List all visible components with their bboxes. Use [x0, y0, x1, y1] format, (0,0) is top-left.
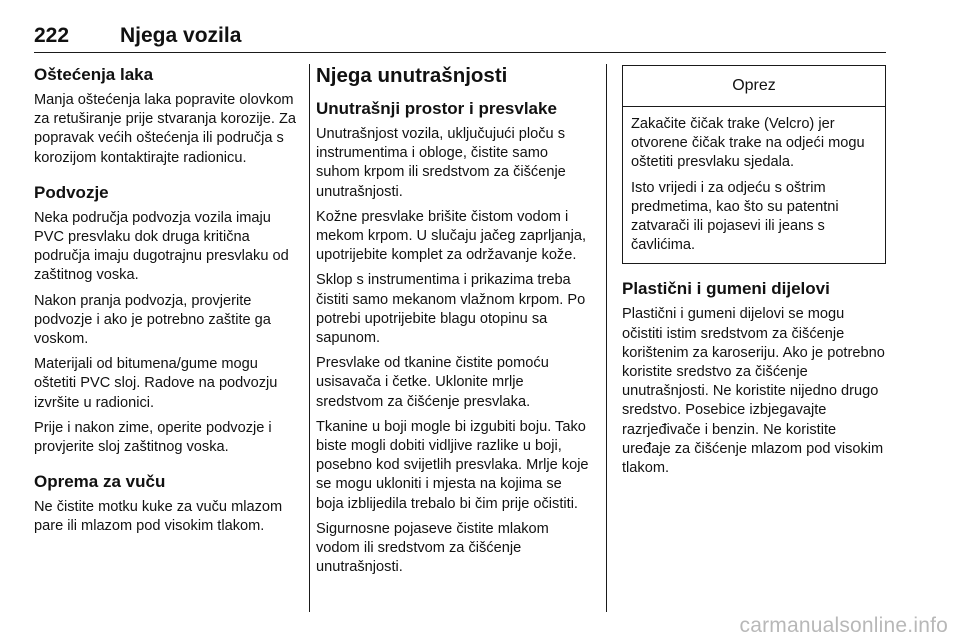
column-divider-1 [309, 64, 310, 612]
paragraph: Nakon pranja podvozja, provjerite podvozje i ako je potrebno zaštite ga voskom. [34, 292, 271, 348]
caution-body [623, 107, 885, 263]
paragraph: Kožne presvlake brišite čistom vodom i mekom krpom. U slučaju jačeg zaprljanja, upotrijebite komplet za održavanje kože. [316, 208, 587, 264]
section-title-towing-equipment: Oprema za vuču [34, 472, 166, 492]
paragraph: Neka područja podvozja vozila imaju PVC presvlaku dok druga kritična područja imaju dugotrajnu presvlaku od zaštitnog voska. [34, 209, 289, 284]
subsection-title-interior-upholstery: Unutrašnji prostor i presvlake [316, 99, 557, 118]
section-title-underbody: Podvozje [34, 182, 109, 202]
paragraph: Tkanine u boji mogle bi izgubiti boju. Tako biste mogli dobiti vidljive razlike u boji, posebno kod svijetlih presvlaka. Mrlje koje se mogu ukloniti i mjesta na kojima se boja izblijedila trebalo bi čim prije očistiti. [316, 418, 589, 512]
paragraph: Plastični i gumeni dijelovi se mogu očistiti istim sredstvom za čišćenje korištenim za karoseriju. Ako je potrebno koristite sredstvo za čišćenje unutrašnjosti. Ne koristite nijedno drugo sredstvo. Posebice izbjegavajte razrjeđivače i benzin. Ne koristite uređaje za čišćenje mlazom pod visokim tlakom. [622, 306, 885, 477]
chapter-title: Njega vozila [120, 24, 242, 47]
section-title-interior-care: Njega unutrašnjosti [316, 64, 508, 87]
page-number: 222 [34, 24, 70, 47]
column-1 [34, 64, 302, 543]
caution-box [622, 65, 886, 264]
page-header [34, 22, 886, 53]
paragraph: Sigurnosne pojaseve čistite mlakom vodom ili sredstvom za čišćenje unutrašnjosti. [316, 520, 549, 576]
paragraph: Sklop s instrumentima i prikazima treba čistiti samo mekanom vlažnom krpom. Po potrebi upotrijebite blagu otopinu sa sapunom. [316, 272, 586, 347]
caution-title: Oprez [623, 66, 885, 107]
paragraph: Manja oštećenja laka popravite olovkom za retuširanje prije stvaranja korozije. Za popravak većih oštećenja ili područja s korozijom kontaktirajte radionicu. [34, 92, 296, 166]
paragraph: Presvlake od tkanine čistite pomoću usisavača i četke. Uklonite mrlje sredstvom za čišćenje presvlaka. [316, 355, 549, 410]
column-2 [316, 64, 592, 583]
paragraph: Isto vrijedi i za odjeću s oštrim predmetima, kao što su patentni zatvarači ili pojasevi ili jeans s čavlićima. [631, 179, 839, 254]
paragraph: Zakačite čičak trake (Velcro) jer otvorene čičak trake na odjeći mogu oštetiti presvlaku sjedala. [631, 116, 865, 171]
paragraph: Unutrašnjost vozila, uključujući ploču s instrumentima i obloge, čistite samo suhom krpom ili sredstvom za čišćenje unutrašnjosti. [316, 126, 566, 200]
watermark: carmanualsonline.info [739, 614, 948, 637]
column-divider-2 [606, 64, 607, 612]
paragraph: Ne čistite motku kuke za vuču mlazom pare ili mlazom pod visokim tlakom. [34, 499, 283, 535]
paragraph: Prije i nakon zime, operite podvozje i provjerite sloj zaštitnog voska. [34, 419, 272, 456]
paragraph: Materijali od bitumena/gume mogu oštetiti PVC sloj. Radove na podvozju izvršite u radionici. [34, 356, 278, 411]
column-3 [622, 64, 886, 484]
section-title-paint-damage: Oštećenja laka [34, 65, 154, 84]
section-title-plastic-rubber-parts: Plastični i gumeni dijelovi [622, 279, 830, 299]
